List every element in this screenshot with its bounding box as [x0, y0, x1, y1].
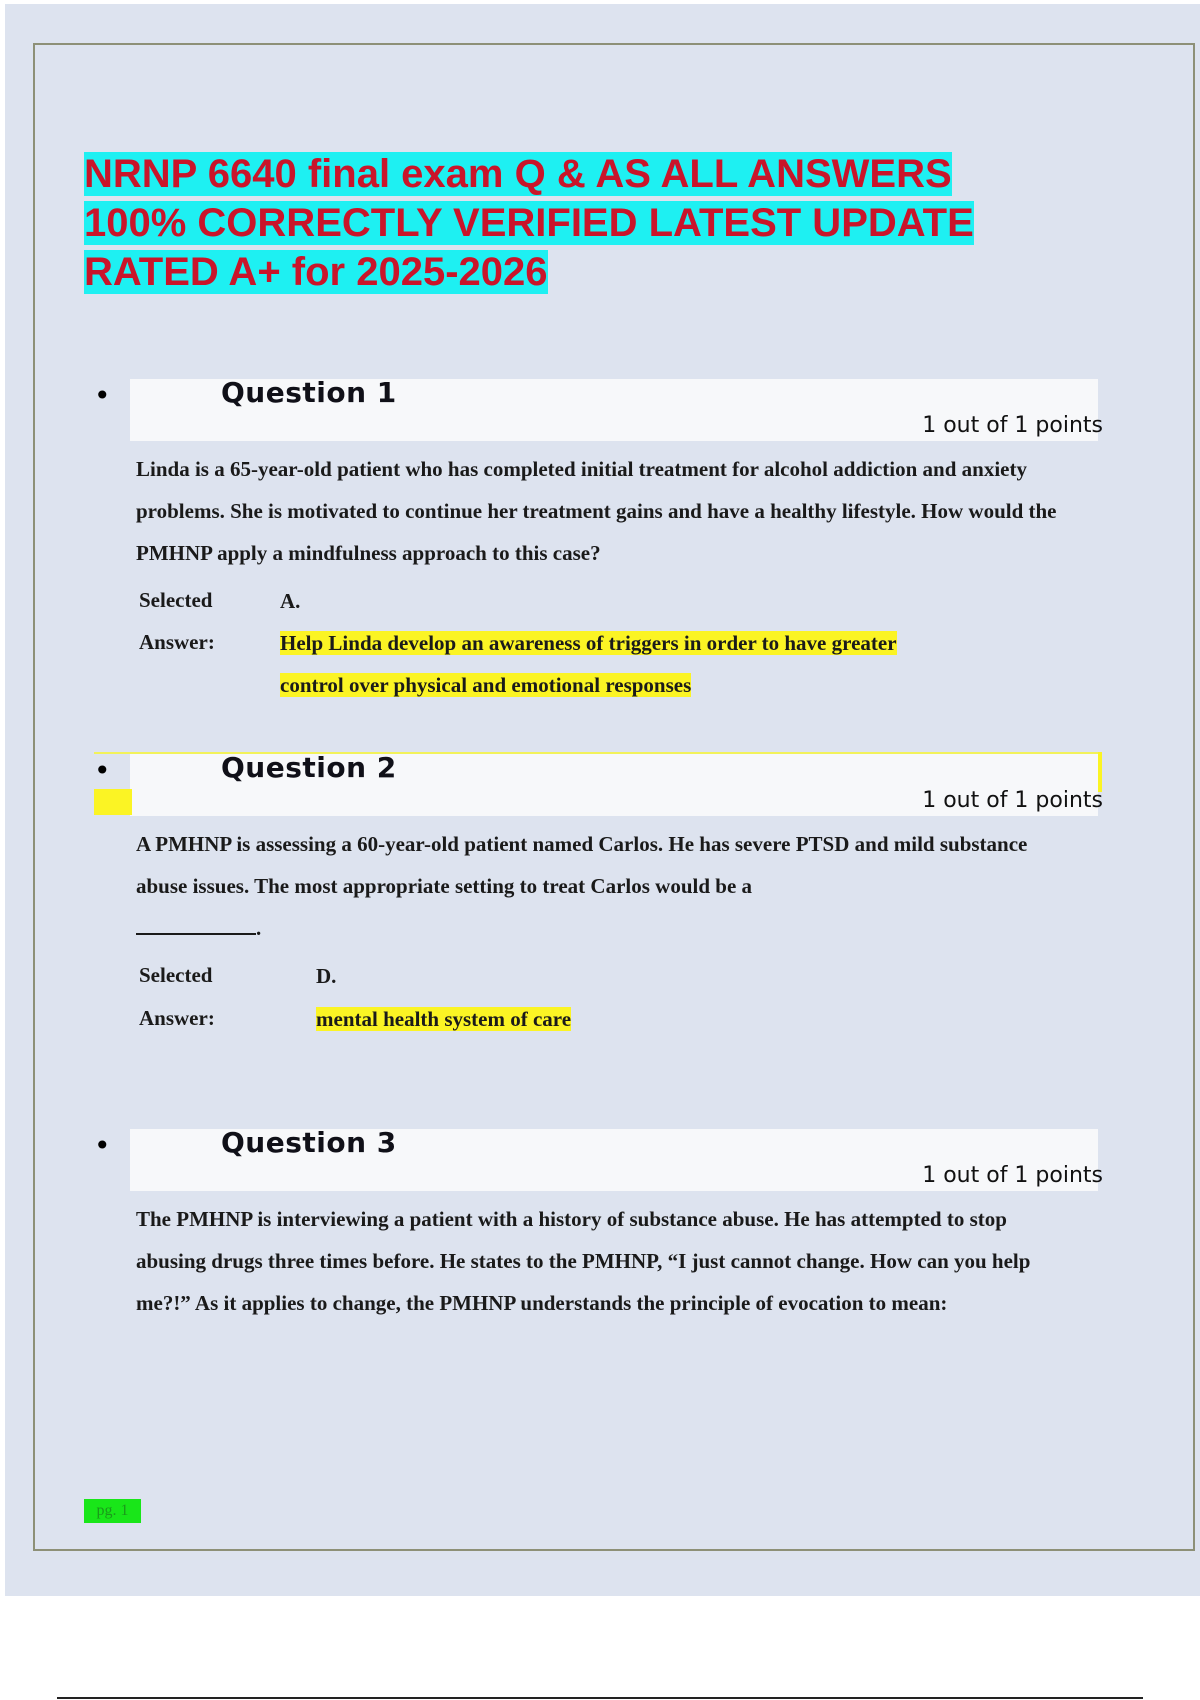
question-3-heading: Question 3	[221, 1126, 397, 1159]
document-title	[84, 150, 1044, 297]
question-1-answer-label: Answer:	[139, 630, 215, 654]
question-1-answer-line-1: Help Linda develop an awareness of triggers in order to have greater	[280, 631, 897, 655]
question-3-points: 1 out of 1 points	[922, 1163, 1103, 1188]
page-number: pg. 1	[84, 1499, 141, 1523]
question-2-answer-highlight: mental health system of care	[316, 1007, 572, 1031]
question-2-selected-label: Selected	[139, 963, 213, 987]
question-2-bullet: •	[94, 754, 111, 787]
question-1-answer-letter: A.	[280, 589, 301, 613]
question-1-heading: Question 1	[221, 376, 397, 409]
title-line-2: 100% CORRECTLY VERIFIED LATEST UPDATE	[84, 201, 974, 245]
bottom-rule	[57, 1697, 1143, 1699]
question-2-highlight-left	[94, 789, 132, 815]
question-1-selected-label: Selected	[139, 588, 213, 612]
question-2-heading: Question 2	[221, 751, 397, 784]
question-2-answer-label: Answer:	[139, 1006, 215, 1030]
question-3-bullet: •	[94, 1129, 111, 1162]
question-1-bullet: •	[94, 379, 111, 412]
question-2-answer-text	[316, 998, 571, 1040]
question-2-text: A PMHNP is assessing a 60-year-old patient named Carlos. He has severe PTSD and mild substance abuse issues. The most appropriate setting to treat Carlos would be a .	[136, 832, 1028, 940]
question-3-text: The PMHNP is interviewing a patient with a history of substance abuse. He has attempted to stop abusing drugs three times before. He states to the PMHNP, “I just cannot change. How can you help me?!” As it applies to change, the PMHNP understands the principle of evocation to mean:	[136, 1207, 1031, 1315]
question-1-points: 1 out of 1 points	[922, 413, 1103, 438]
question-2-points: 1 out of 1 points	[922, 788, 1103, 813]
question-1-answer-line-2: control over physical and emotional responses	[280, 673, 692, 697]
question-1-text: Linda is a 65-year-old patient who has completed initial treatment for alcohol addiction and anxiety problems. She is motivated to continue her treatment gains and have a healthy lifestyle. How would the PMHNP apply a mindfulness approach to this case?	[136, 457, 1057, 565]
title-line-1: NRNP 6640 final exam Q & AS ALL ANSWERS	[84, 152, 952, 196]
question-2-answer-letter: D.	[316, 964, 337, 988]
question-2-highlight-right	[1098, 752, 1102, 792]
title-line-3: RATED A+ for 2025-2026	[84, 250, 548, 294]
question-2-blank	[136, 913, 256, 935]
question-1-answer-text	[280, 622, 897, 706]
question-2-text-body: A PMHNP is assessing a 60-year-old patient named Carlos. He has severe PTSD and mild substance abuse issues. The most appropriate setting to treat Carlos would be a	[136, 832, 1028, 898]
